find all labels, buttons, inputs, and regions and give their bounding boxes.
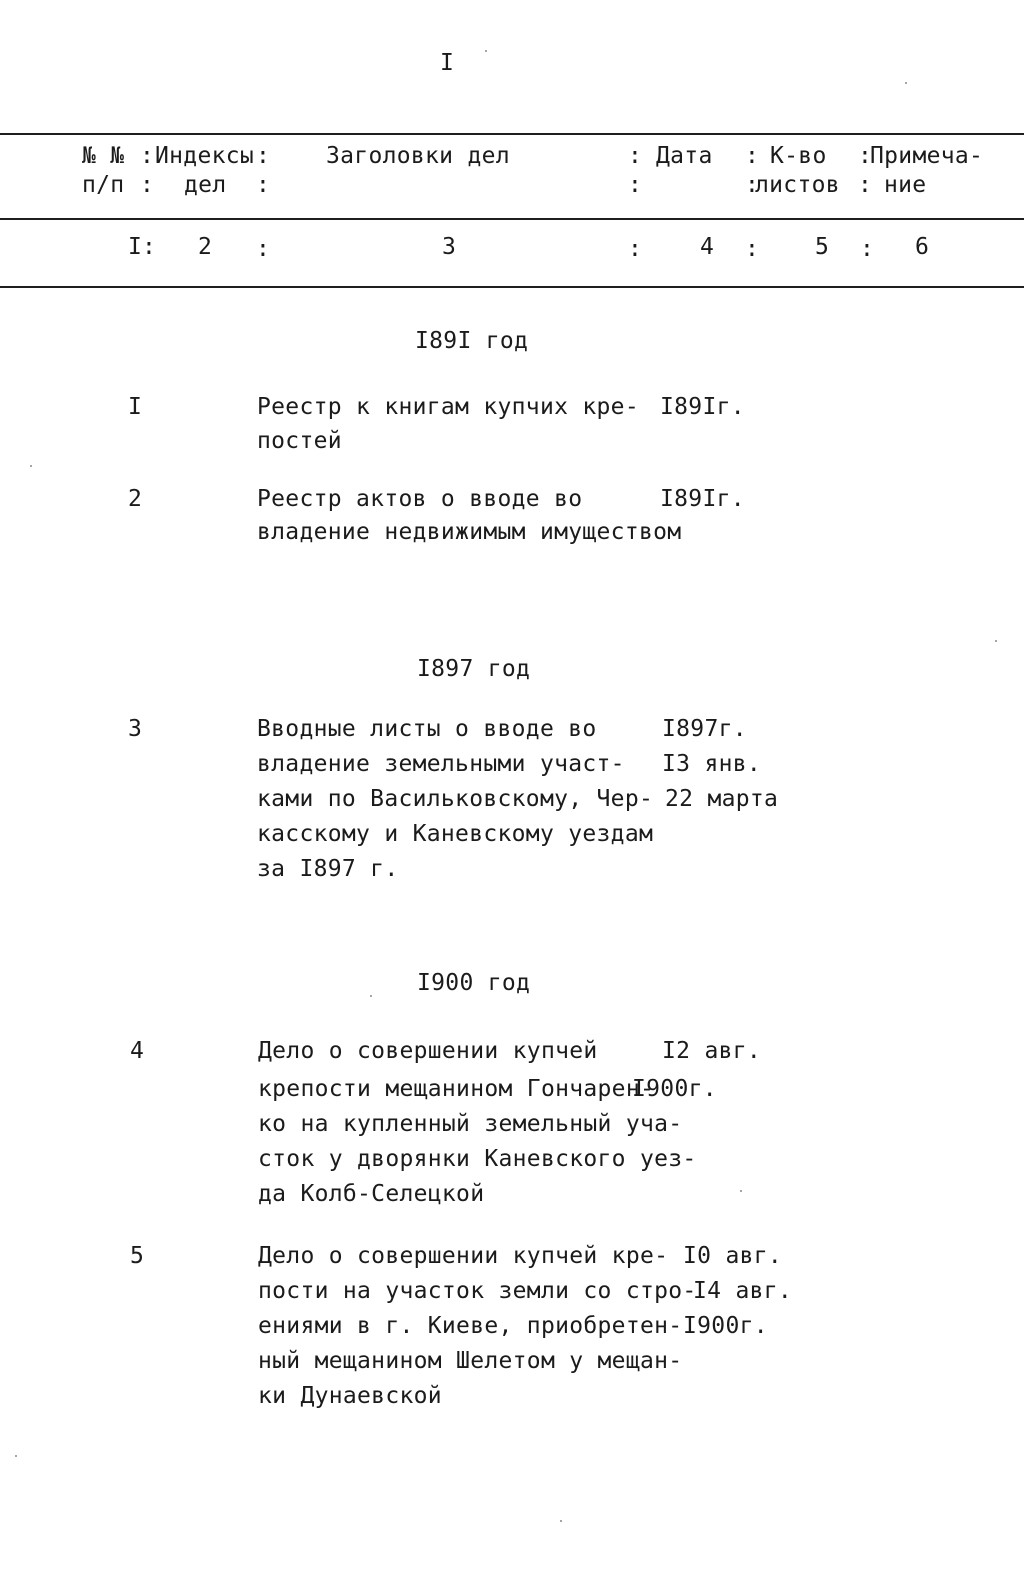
page-number: I <box>440 50 455 76</box>
column-number: 2 <box>198 234 213 260</box>
entry-title-line: крепости мещанином Гончарен- <box>258 1076 655 1102</box>
header-separator: : <box>256 236 271 262</box>
entry-title-line: Дело о совершении купчей <box>258 1038 598 1064</box>
table-top-rule <box>0 133 1024 135</box>
header-separator: : <box>745 172 760 198</box>
entry-date: I900г. <box>632 1076 717 1102</box>
scan-speck <box>15 1455 17 1457</box>
entry-title-line: ками по Васильковскому, Чер- <box>257 786 654 812</box>
entry-title-line: ениями в г. Киеве, приобретен- <box>258 1313 683 1339</box>
entry-date: I897г. <box>662 716 747 742</box>
table-columns-rule <box>0 286 1024 288</box>
header-separator: : <box>858 143 873 169</box>
entry-title-line: ный мещанином Шелетом у мещан- <box>258 1348 683 1374</box>
entry-title-line: пости на участок земли со стро- <box>258 1278 697 1304</box>
column-number: 4 <box>700 234 715 260</box>
entry-date: I3 янв. <box>662 751 762 777</box>
entry-number: I <box>128 394 143 420</box>
header-separator: : <box>256 172 271 198</box>
entry-title-line: владение недвижимым имуществом <box>257 519 682 545</box>
entry-title-line: да Колб-Селецкой <box>258 1181 485 1207</box>
scan-speck <box>995 640 997 642</box>
scan-speck <box>30 465 32 467</box>
year-heading: I897 год <box>417 656 531 682</box>
scan-speck <box>560 1520 562 1522</box>
header-separator: : <box>858 172 873 198</box>
header-separator: : <box>628 172 643 198</box>
header-col2-line2: дел <box>184 172 227 198</box>
scan-speck <box>740 1190 742 1192</box>
entry-number: 5 <box>130 1243 145 1269</box>
header-separator: : <box>140 172 155 198</box>
entry-title-line: ко на купленный земельный уча- <box>258 1111 683 1137</box>
column-number: 3 <box>442 234 457 260</box>
entry-date: I4 авг. <box>693 1278 793 1304</box>
header-separator: : <box>745 236 760 262</box>
entry-title-line: Дело о совершении купчей кре- <box>258 1243 669 1269</box>
header-separator: : <box>745 143 760 169</box>
year-heading: I89I год <box>415 328 529 354</box>
year-heading: I900 год <box>417 970 531 996</box>
entry-title-line: Вводные листы о вводе во <box>257 716 597 742</box>
column-number: 5 <box>815 234 830 260</box>
entry-title-line: владение земельными участ- <box>257 751 625 777</box>
entry-number: 2 <box>128 486 143 512</box>
header-col1-line1: № № <box>82 143 125 169</box>
header-separator: : <box>142 234 157 260</box>
entry-title-line: постей <box>257 428 342 454</box>
header-col5-line2: листов <box>755 172 840 198</box>
entry-date: I2 авг. <box>662 1038 762 1064</box>
header-separator: : <box>628 236 643 262</box>
entry-number: 3 <box>128 716 143 742</box>
header-col2-line1: Индексы <box>155 143 255 169</box>
header-col5-line1: К-во <box>770 143 827 169</box>
entry-title-line: сток у дворянки Каневского уез- <box>258 1146 697 1172</box>
entry-title-line: ки Дунаевской <box>258 1383 442 1409</box>
header-separator: : <box>256 143 271 169</box>
entry-date: I89Iг. <box>660 394 745 420</box>
header-col6-line1: Примеча- <box>870 143 984 169</box>
entry-date: 22 марта <box>665 786 779 812</box>
header-col4-line1: Дата <box>656 143 713 169</box>
entry-title-line: Реестр актов о вводе во <box>257 486 583 512</box>
entry-title-line: Реестр к книгам купчих кре- <box>257 394 639 420</box>
column-number: 6 <box>915 234 930 260</box>
entry-date: I900г. <box>683 1313 768 1339</box>
header-separator: : <box>140 143 155 169</box>
entry-title-line: касскому и Каневскому уездам <box>257 821 654 847</box>
table-header-rule <box>0 218 1024 220</box>
header-col3-line1: Заголовки дел <box>326 143 510 169</box>
column-number: I <box>128 234 143 260</box>
header-separator: : <box>628 143 643 169</box>
scan-speck <box>905 82 907 84</box>
entry-number: 4 <box>130 1038 145 1064</box>
header-col6-line2: ние <box>884 172 927 198</box>
entry-date: I0 авг. <box>683 1243 783 1269</box>
entry-title-line: за I897 г. <box>257 856 399 882</box>
scan-speck <box>485 50 487 52</box>
scan-speck <box>370 995 372 997</box>
header-separator: : <box>860 236 875 262</box>
entry-date: I89Iг. <box>660 486 745 512</box>
header-col1-line2: п/п <box>82 172 125 198</box>
